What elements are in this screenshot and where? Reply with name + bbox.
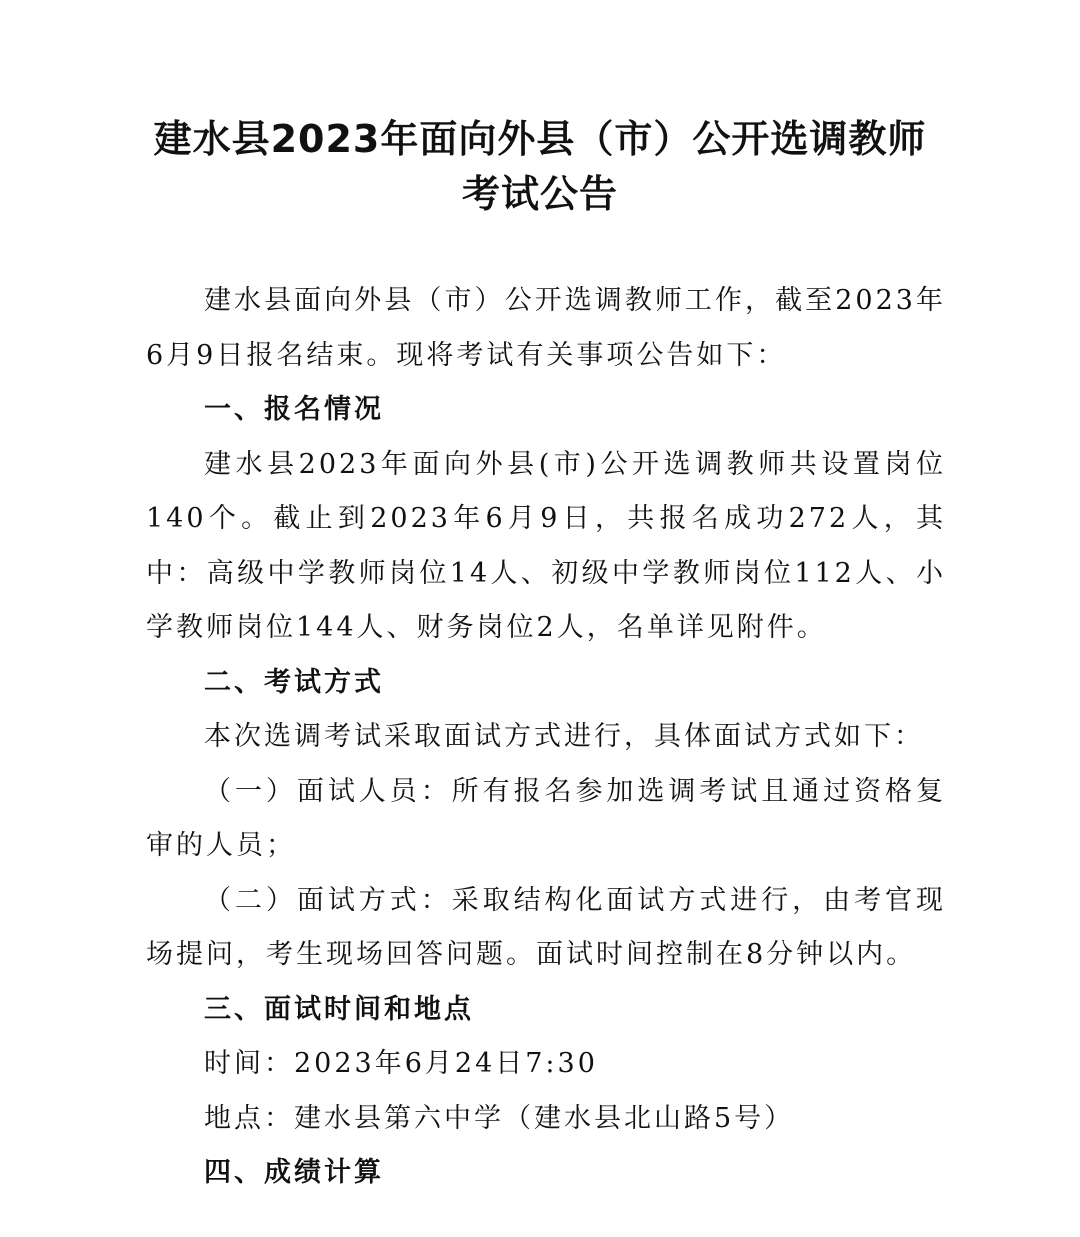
title-line-2: 考试公告 <box>461 172 618 216</box>
section-2-paragraph-1: 本次选调考试采取面试方式进行，具体面试方式如下： <box>204 721 924 752</box>
intro-paragraph: 建水县面向外县（市）公开选调教师工作，截至2023年6月9日报名结束。现将考试有关事项公告如下： <box>146 285 946 371</box>
section-2-paragraph-2: （一）面试人员：所有报名参加选调考试且通过资格复审的人员； <box>146 775 946 861</box>
section-3-place: 地点：建水县第六中学（建水县北山路5号） <box>204 1102 795 1134</box>
section-4-heading: 四、成绩计算 <box>204 1157 384 1188</box>
section-3-time: 时间：2023年6月24日7:30 <box>204 1048 598 1079</box>
section-3-heading: 三、面试时间和地点 <box>204 993 474 1025</box>
section-2-heading: 二、考试方式 <box>204 666 384 698</box>
section-1-heading: 一、报名情况 <box>204 394 384 425</box>
section-2-paragraph-3: （二）面试方式：采取结构化面试方式进行，由考官现场提问，考生现场回答问题。面试时间控制在8分钟以内。 <box>146 884 946 970</box>
title-line-1: 建水县2023年面向外县（市）公开选调教师 <box>153 117 927 161</box>
document-body <box>146 274 946 1201</box>
section-1-paragraph: 建水县2023年面向外县(市)公开选调教师共设置岗位140个。截止到2023年6月9日，共报名成功272人，其中：高级中学教师岗位14人、初级中学教师岗位112人、小学教师岗位144人、财务岗位2人，名单详见附件。 <box>146 448 946 643</box>
